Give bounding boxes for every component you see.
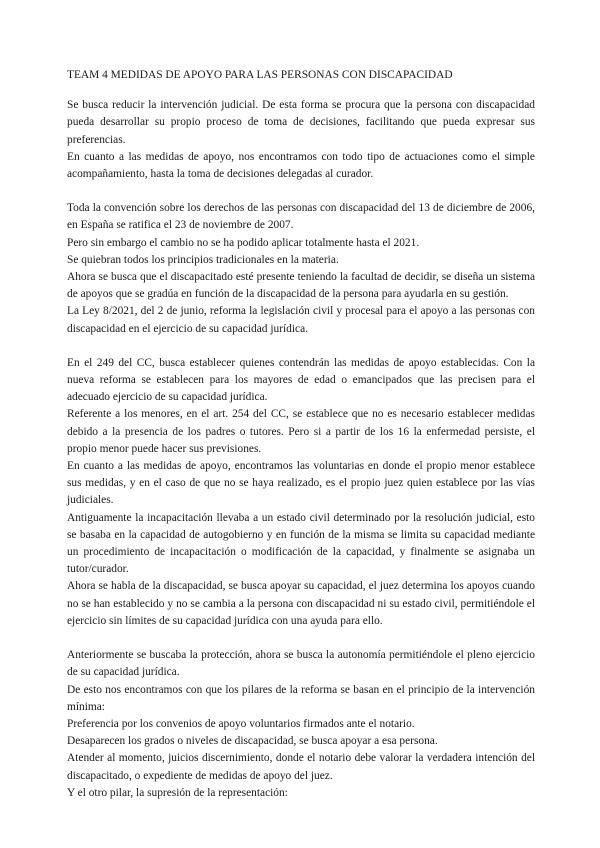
paragraph: En el 249 del CC, busca establecer quienes contendrán las medidas de apoyo establecidas. Con la nueva reforma se establecen para los mayores de edad o emancipados que las precisen para el adecuado ejercicio de su capacidad jurídica. xyxy=(67,356,535,404)
paragraph: Referente a los menores, en el art. 254 del CC, se establece que no es necesario establecer medidas debido a la presencia de los padres o tutores. Pero si a partir de los 16 la enfermedad persiste, el propio menor puede hacer sus previsiones. xyxy=(67,408,535,455)
paragraph: Antiguamente la incapacitación llevaba a un estado civil determinado por la resolución judicial, esto se basaba en la capacidad de autogobierno y en función de la misma se limita su capacidad mediante un procedimiento de incapacitación o modificación de la capacidad, y finalmente se asignaba un tutor/curador. xyxy=(67,511,535,576)
paragraph: Ahora se habla de la discapacidad, se busca apoyar su capacidad, el juez determina los apoyos cuando no se han establecido y no se cambia a la persona con discapacidad ni su estado civil, permitiéndole el ejercicio sin límites de su capacidad jurídica con una ayuda para ello. xyxy=(67,580,535,627)
paragraph: Toda la convención sobre los derechos de las personas con discapacidad del 13 de diciembre de 2006, en España se ratifica el 23 de noviembre de 2007. xyxy=(67,202,535,232)
document-body xyxy=(67,67,535,802)
paragraph-gap xyxy=(67,183,535,200)
paragraph: Atender al momento, juicios discernimiento, donde el notario debe valorar la verdadera intención del discapacitado, o expediente de medidas de apoyo del juez. xyxy=(67,752,535,782)
paragraph: La Ley 8/2021, del 2 de junio, reforma la legislación civil y procesal para el apoyo a las personas con discapacidad en el ejercicio de su capacidad jurídica. xyxy=(67,305,535,335)
paragraph: Pero sin embargo el cambio no se ha podido aplicar totalmente hasta el 2021. xyxy=(67,236,420,249)
section-convention xyxy=(67,200,535,338)
section-intro xyxy=(67,97,535,183)
section-civil-code xyxy=(67,355,535,630)
paragraph-gap xyxy=(67,338,535,355)
paragraph: Y el otro pilar, la supresión de la representación: xyxy=(67,786,288,799)
paragraph-gap xyxy=(67,630,535,647)
document-title: TEAM 4 MEDIDAS DE APOYO PARA LAS PERSONAS CON DISCAPACIDAD xyxy=(67,69,453,81)
paragraph: Ahora se busca que el discapacitado esté presente teniendo la facultad de decidir, se diseña un sistema de apoyos que se gradúa en función de la discapacidad de la persona para ayudarla en su gestión. xyxy=(67,271,535,301)
paragraph: Anteriormente se buscaba la protección, ahora se busca la autonomía permitiéndole el pleno ejercicio de su capacidad jurídica. xyxy=(67,649,535,679)
section-reform-pillars xyxy=(67,647,535,802)
paragraph: De esto nos encontramos con que los pilares de la reforma se basan en el principio de la intervención mínima: xyxy=(67,683,535,713)
paragraph: En cuanto a las medidas de apoyo, nos encontramos con todo tipo de actuaciones como el simple acompañamiento, hasta la toma de decisiones delegadas al curador. xyxy=(67,150,535,181)
paragraph: Preferencia por los convenios de apoyo voluntarios firmados ante el notario. xyxy=(67,717,415,730)
paragraph: En cuanto a las medidas de apoyo, encontramos las voluntarias en donde el propio menor establece sus medidas, y en el caso de que no se haya realizado, es el propio juez quien establece por las vías judiciales. xyxy=(67,460,535,507)
paragraph: Se busca reducir la intervención judicial. De esta forma se procura que la persona con discapacidad pueda desarrollar su propio proceso de toma de decisiones, facilitando que pueda expresar sus preferencias. xyxy=(67,99,535,146)
paragraph: Se quiebran todos los principios tradicionales en la materia. xyxy=(67,253,339,266)
paragraph: Desaparecen los grados o niveles de discapacidad, se busca apoyar a esa persona. xyxy=(67,735,438,748)
